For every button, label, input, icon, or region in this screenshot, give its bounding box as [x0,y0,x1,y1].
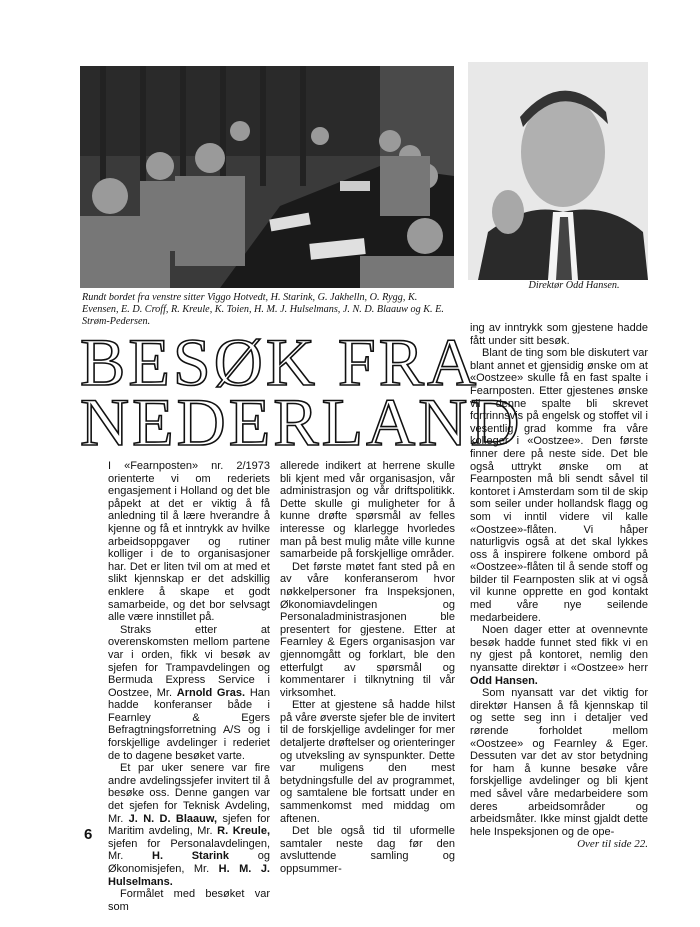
col2-paragraph-4: Det ble også tid til uformelle samtaler neste dag før den avsluttende samling og oppsummer- [280,825,455,875]
col3-paragraph-1: ing av inntrykk som gjestene hadde fått under sitt besøk. [470,322,648,347]
article-column-3 [470,322,648,851]
col1-paragraph-4: Formålet med besøket var som [108,888,270,913]
main-photo-caption: Rundt bordet fra venstre sitter Viggo Hotvedt, H. Starink, G. Jakhelln, O. Rygg, K. Evensen, E. D. Croff, R. Kreule, K. Toien, H. M. J. Hulselmans, J. N. D. Blaauw og K. E. Strøm-Pedersen. [82,292,444,327]
portrait-photo-caption: Direktør Odd Hansen. [528,280,620,291]
headline-line-2: NEDERLAND [80,384,523,460]
main-photo [80,66,454,288]
col2-paragraph-2: Det første møtet fant sted på en av våre konferanserom hvor nøkkelpersoner fra Inspeksjonen, Økonomiavdelingen og Personaladministrasjonen ble presentert for gjestene. Etter at Fearnley & Egers organisasjon var gjennomgått og forklart, ble den etterfulgt av spørsmål og kommentarer i tilknytning til vår virksomhet. [280,560,455,699]
col1-paragraph-3: Et par uker senere var fire andre avdelingssjefer invitert til å besøke oss. Denne gangen var det sjefen for Teknisk Avdeling, Mr. J. N. D. Blaauw, sjefen for Maritim avdeling, Mr. R. Kreule, sjefen for Personalavdelingen, Mr. H. Starink og Økonomisjefen, Mr. H. M. J. Hulselmans. [108,762,271,888]
col1-paragraph-2: Straks etter at overenskomsten mellom partene var i orden, fikk vi besøk av sjefen for Trampavdelingen og Bermuda Express Service i Oostzee, Mr. Arnold Gras. Han hadde konferanser både i Fearnley & Egers Befragtningsforretning A/S og i forskjellige avdelinger i rederiet de to dagene besøket varte. [108,623,270,762]
page-number: 6 [84,826,93,843]
article-column-1 [108,460,270,913]
continued-note: Over til side 22. [577,838,648,851]
col3-paragraph-3: Noen dager etter at ovennevnte besøk hadde funnet sted fikk vi en ny gjest på kontoret, nemlig den nyansatte direktør i «Oostzee» herr Odd Hansen. [470,624,648,687]
col1-paragraph-1: I «Fearnposten» nr. 2/1973 orienterte vi om rederiets engasjement i Holland og det ble påpekt at det er viktig å få anledning til å lære hverandre å kjenne og få et inntrykk av hvilke arbeidsoppgaver og rutiner kolliger i de to organisasjoner har. Det er liten tvil om at med et slikt kjennskap er det adskillig enklere å skape et godt samarbeide, og det bor selvsagt alle være innstillet på. [108,460,270,624]
col3-paragraph-2: Blant de ting som ble diskutert var blant annet et gjensidig ønske om at «Oostzee» skulle få en fast spalte i Fearnposten. Etter gjestenes ønske vil denne spalte bli skrevet fortrinnsvis på engelsk og stoffet vil i vesentlig grad komme fra våre kolleger i «Oostzee». Den første finner dere på neste side. Det ble også uttrykt ønske om at Fearnposten må bli sendt såvel til kontoret i Amsterdam som til de skip som seiler under hollandsk flagg og som vi inntil videre vil kalle «Oostzee»-flåten. Vi håper naturligvis også at det skal lykkes oss å inspirere folkene ombord på «Oostzee»-flåten til å sende stoff og bilder til Fearnposten slik at vi også vil kunne opprette en god kontakt med våre nye seilende medarbeidere. [470,347,648,624]
headline-line-1: BESØK FRA [80,324,480,400]
col3-paragraph-4: Som nyansatt var det viktig for direktør Hansen å få kjennskap til og sette seg inn i detaljer ved rørende forholdet mellom «Oostzee» og Fearnley & Eger. Dessuten var det av stor betydning for ham å kunne besøke våre forskjellige avdelinger og bli kjent med såvel våre medarbeidere som deres arbeidsområder og arbeidsmåter. Ikke minst gjaldt dette hele Inspeksjonen og de ope- [470,687,648,838]
col2-paragraph-3: Etter at gjestene så hadde hilst på våre øverste sjefer ble de invitert til de forskjellige avdelinger for mer detaljerte drøftelser og orienteringer og utveksling av synspunkter. Dette var muligens den mest betydningsfulle del av programmet, og samtalene ble fortsatt under en sammenkomst med middag om aftenen. [280,699,455,825]
col2-paragraph-1: allerede indikert at herrene skulle bli kjent med vår organisasjon, vår administrasjon og vår driftspolitikk. Dette skulle gi muligheter for å kunne drøfte spørsmål av felles interesse og klarlegge hvorledes man på best mulig måte ville kunne samarbeide på forskjellige områder. [280,460,455,561]
portrait-photo [468,62,648,280]
article-column-2 [280,460,455,876]
